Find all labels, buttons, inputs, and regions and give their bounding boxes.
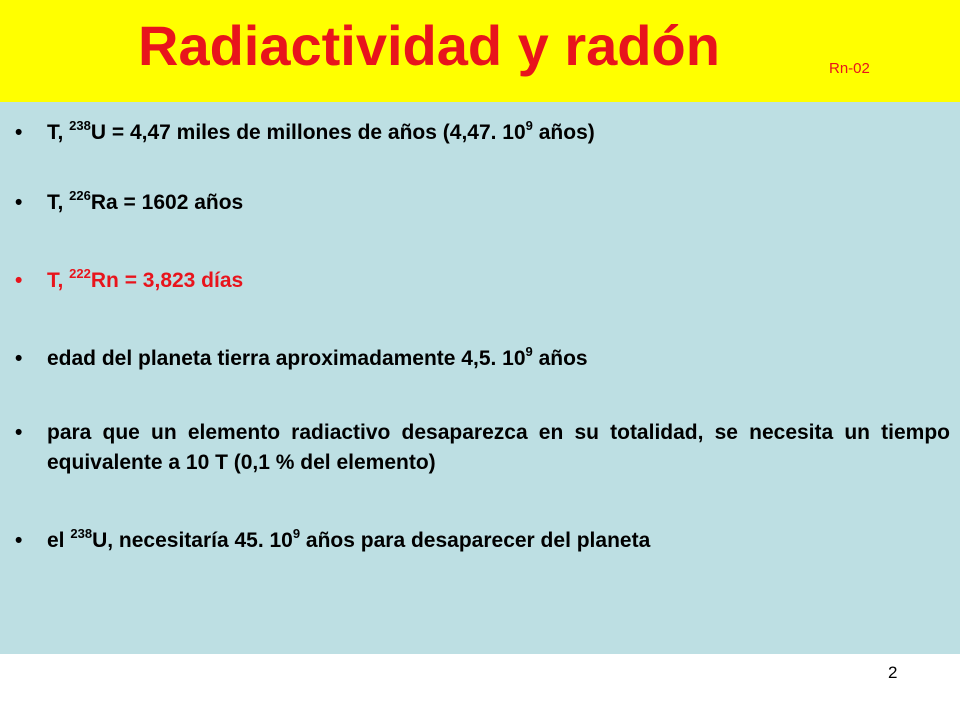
bullet-marker: • (15, 121, 23, 144)
content-panel (0, 102, 960, 654)
bullet-marker: • (15, 347, 23, 370)
bullet-marker: • (15, 421, 23, 444)
slide-code: Rn-02 (829, 60, 870, 77)
bullet-marker: • (15, 191, 23, 214)
bullet-text: para que un elemento radiactivo desaparezca en su totalidad, se necesita un tiempo equivalente a 10 T (0,1 % del elemento) (47, 421, 950, 474)
bullet-text: T, $^{222}$Rn = 3,823 días (47, 266, 244, 292)
bullet-text: edad del planeta tierra aproximadamente 4,5. $10^9$ años (47, 344, 588, 370)
bullet-text: T, $^{226}$Ra = 1602 años (47, 188, 244, 214)
title-bar (0, 0, 960, 102)
slide-title: Radiactividad y radón (138, 14, 720, 77)
bullet-text: el $^{238}$U, necesitaría 45. $10^9$ años para desaparecer del planeta (47, 526, 651, 552)
bullet-marker: • (15, 529, 23, 552)
page-number: 2 (888, 663, 898, 682)
bullet-marker: • (15, 269, 23, 292)
bullet-text: T, $^{238}$U = 4,47 miles de millones de años (4,47. $10^9$ años) (47, 118, 595, 144)
